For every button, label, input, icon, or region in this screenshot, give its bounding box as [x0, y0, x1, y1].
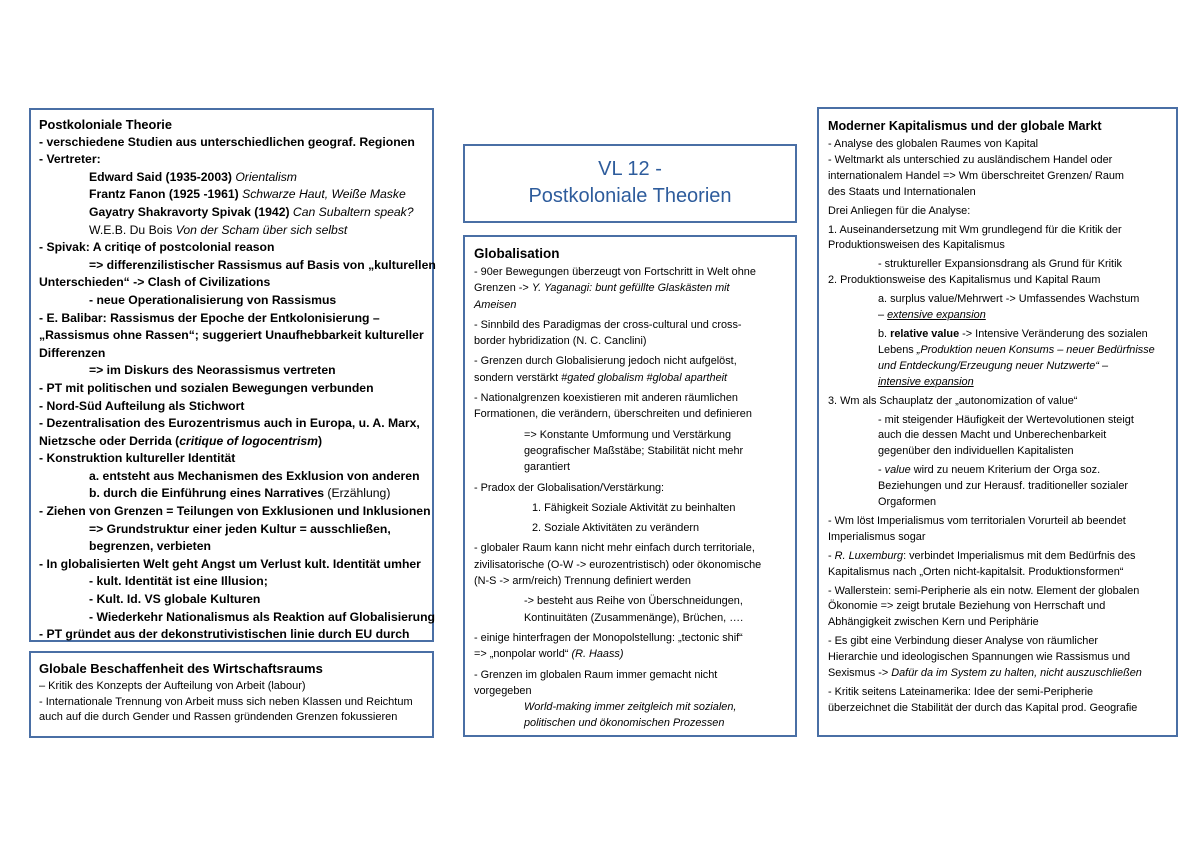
- text-line: [474, 280, 789, 296]
- text-line: Ameisen: [474, 298, 517, 311]
- text-line: - Weltmarkt als unterschied zu ausländischem Handel oder: [828, 153, 1113, 166]
- text-segment: - struktureller Expansionsdrang: [878, 258, 1032, 271]
- text-line: - 90er Bewegungen überzeugt von Fortschritt in Welt ohne: [474, 266, 756, 278]
- text-segment: border hybridization: [474, 335, 573, 348]
- text-segment: –: [878, 309, 888, 322]
- text-segment: value: [884, 464, 911, 477]
- text-segment: als Grund für Kritik: [1031, 258, 1122, 271]
- box-title: Globalisation: [474, 246, 560, 261]
- work-title: Von der Scham über sich selbst: [175, 222, 348, 237]
- text-line: - Dezentralisation des Eurozentrismus auch in Europa, u. A. Marx,: [39, 416, 420, 431]
- lecture-title: Postkoloniale Theorien: [528, 185, 732, 207]
- text-line: - Analyse des globalen Raumes von Kapital: [828, 138, 1039, 150]
- text-line: - Sinnbild des Paradigmas der cross-cultural und cross-: [474, 318, 742, 331]
- text-line: Imperialismus sogar: [828, 530, 926, 543]
- text-line: Kapitalismus nach „Orten nicht-kapitalsit. Produktionsformen“: [828, 565, 1124, 578]
- author: Gayatry Shakravorty Spivak (1942): [89, 204, 293, 219]
- text-segment: : verbindet Imperialismus mit dem Bedürfnis des: [903, 549, 1136, 562]
- text-line: – Kritik des Konzepts der Aufteilung von Arbeit (labour): [39, 680, 306, 692]
- box-title: Postkoloniale Theorie: [39, 117, 172, 132]
- text-line: => Konstante Umformung und Verstärkung: [524, 428, 732, 441]
- text-line: [828, 257, 1170, 273]
- text-segment: Dafür da im System zu halten, nicht auszuschließen: [891, 667, 1142, 680]
- text-segment: sondern verstärkt: [474, 371, 562, 384]
- globalisation-box: [463, 235, 797, 737]
- text-line: - Pradox der Globalisation/Verstärkung:: [474, 481, 665, 494]
- text-line: garantiert: [524, 461, 571, 474]
- text-line: - Es gibt eine Verbindung dieser Analyse von räumlicher: [828, 635, 1098, 648]
- text-line: [474, 370, 789, 386]
- text-line: [39, 433, 426, 451]
- text-line: begrenzen, verbieten: [89, 539, 211, 554]
- text-line: - Nord-Süd Aufteilung als Stichwort: [39, 398, 245, 413]
- work-title: Orientalism: [235, 169, 297, 184]
- text-segment: b. durch die Einführung eines Narratives: [89, 486, 328, 501]
- text-line: - PT mit politischen und sozialen Bewegungen verbunden: [39, 380, 374, 395]
- text-line: [828, 292, 1170, 308]
- text-line: - Wm löst Imperialismus vom territorialen Vorurteil ab beendet: [828, 514, 1126, 527]
- text-line: auch auf die durch Gender und Rassen gründenden Grenzen fokussieren: [39, 711, 398, 723]
- text-segment: Y. Yaganagi: bunt gefüllte Glaskästen mit: [531, 282, 730, 295]
- text-line: - globaler Raum kann nicht mehr einfach durch territoriale,: [474, 542, 755, 555]
- lecture-number: VL 12 -: [598, 158, 662, 180]
- text-line: - Grenzen im globalen Raum immer gemacht nicht: [474, 668, 718, 681]
- text-segment: ): [318, 433, 323, 448]
- text-line: auch die dessen Macht und Unberechenbarkeit: [878, 429, 1107, 442]
- text-segment: Nietzsche oder Derrida (: [39, 433, 180, 448]
- postkoloniale-theorie-box: [29, 108, 434, 642]
- box-title: Moderner Kapitalismus und der globale Markt: [828, 119, 1102, 133]
- text-line: [828, 327, 1170, 343]
- text-line: 1. Auseinandersetzung mit Wm grundlegend für die Kritik der: [828, 223, 1122, 236]
- text-segment: -: [878, 464, 885, 477]
- text-line: - Vertreter:: [39, 152, 101, 167]
- text-line: - neue Operationalisierung von Rassismus: [89, 292, 337, 307]
- text-segment: Grenzen ->: [474, 282, 532, 295]
- work-title: Can Subaltern speak?: [292, 204, 414, 219]
- text-line: [39, 169, 426, 187]
- text-line: [39, 204, 426, 222]
- text-segment: b.: [878, 327, 891, 340]
- text-segment: R. Luxemburg: [834, 549, 904, 562]
- text-segment: surplus value: [890, 293, 955, 306]
- text-segment: Lebens: [878, 343, 917, 356]
- text-segment: (N. C. Canclini): [572, 335, 647, 348]
- text-line: - Spivak: A critiqe of postcolonial reason: [39, 240, 275, 255]
- moderner-kapitalismus-box: [817, 107, 1178, 737]
- text-line: [474, 646, 789, 662]
- text-line: „Rassismus ohne Rassen“; suggeriert Unaufhebbarkeit kultureller: [39, 328, 424, 343]
- text-line: Orgaformen: [878, 496, 937, 509]
- text-segment: #gated globalism #global apartheit: [561, 371, 728, 384]
- text-line: - mit steigender Häufigkeit der Wertevolutionen steigt: [878, 413, 1134, 426]
- text-line: -> besteht aus Reihe von Überschneidungen,: [524, 595, 743, 608]
- text-line: [828, 343, 1170, 359]
- text-line: Formationen, die verändern, überschreiten und definieren: [474, 408, 752, 421]
- text-line: Kontinuitäten (Zusammenänge), Brüchen, ….: [524, 611, 744, 624]
- text-line: (N-S -> arm/reich) Trennung definiert werden: [474, 575, 691, 588]
- text-segment: a.: [878, 293, 891, 306]
- text-line: [39, 186, 426, 204]
- text-segment: -> Intensive Veränderung des sozialen: [959, 327, 1148, 340]
- text-line: - Ziehen von Grenzen = Teilungen von Exklusionen und Inklusionen: [39, 504, 431, 519]
- text-line: intensive expansion: [878, 375, 974, 388]
- lecture-title-box: [463, 144, 797, 223]
- text-line: Produktionsweisen des Kapitalismus: [828, 239, 1005, 252]
- text-line: => im Diskurs des Neorassismus vertreten: [89, 363, 336, 378]
- text-line: [39, 485, 426, 503]
- text-line: 3. Wm als Schauplatz der „autonomization of value“: [828, 394, 1078, 407]
- text-line: internationalem Handel => Wm überschreitet Grenzen/ Raum: [828, 169, 1125, 182]
- text-line: => differenzilistischer Rassismus auf Basis von „kulturellen: [89, 257, 436, 272]
- author: Edward Said (1935-2003): [89, 169, 236, 184]
- text-segment: critique of logocentrism: [179, 433, 319, 448]
- text-line: [828, 463, 1170, 479]
- text-segment: -: [828, 549, 835, 562]
- text-segment: /Mehrwert -> Umfassendes Wachstum: [954, 293, 1140, 306]
- text-line: [39, 222, 426, 240]
- text-line: 1. Fähigkeit Soziale Aktivität zu beinhalten: [532, 501, 736, 514]
- text-line: 2. Soziale Aktivitäten zu verändern: [532, 522, 700, 535]
- text-segment: => „nonpolar world“: [474, 648, 572, 661]
- text-line: - Kritik seitens Lateinamerika: Idee der semi-Peripherie: [828, 686, 1094, 698]
- box-title: Globale Beschaffenheit des Wirtschaftsraums: [39, 661, 323, 676]
- text-line: Beziehungen und zur Herausf. traditioneller sozialer: [878, 480, 1129, 493]
- text-line: [828, 666, 1170, 682]
- text-line: überzeichnet die Stabilität der durch das Kapital prod. Geografie: [828, 701, 1138, 714]
- text-segment: (R. Haass): [571, 648, 624, 661]
- text-line: Unterschieden“ -> Clash of Civilizations: [39, 275, 271, 290]
- text-line: - In globalisierten Welt geht Angst um Verlust kult. Identität umher: [39, 556, 421, 571]
- text-line: - Wiederkehr Nationalismus als Reaktion auf Globalisierung: [89, 609, 435, 624]
- work-title: Schwarze Haut, Weiße Maske: [242, 187, 406, 202]
- text-line: Drei Anliegen für die Analyse:: [828, 204, 971, 217]
- text-line: - Konstruktion kultureller Identität: [39, 451, 236, 466]
- text-segment: (Erzählung): [327, 486, 391, 501]
- globale-beschaffenheit-box: [29, 651, 434, 738]
- text-line: [828, 308, 1170, 324]
- text-line: - E. Balibar: Rassismus der Epoche der Entkolonisierung –: [39, 310, 380, 325]
- text-line: [828, 549, 1170, 565]
- text-line: - Grenzen durch Globalisierung jedoch nicht aufgelöst,: [474, 355, 737, 368]
- text-line: Ökonomie => zeigt brutale Beziehung von Herrschaft und: [828, 600, 1106, 613]
- text-segment: Sexismus ->: [828, 667, 892, 680]
- text-line: gegenüber den individuellen Kapitalisten: [878, 445, 1074, 458]
- text-segment: extensive expansion: [887, 309, 986, 322]
- text-line: => Grundstruktur einer jeden Kultur = ausschließen,: [89, 521, 391, 536]
- text-line: Abhängigkeit zwischen Kern und Periphärie: [828, 616, 1039, 629]
- text-line: World-making immer zeitgleich mit sozialen,: [524, 701, 737, 714]
- text-segment: relative value: [890, 327, 960, 340]
- text-line: a. entsteht aus Mechanismen des Exklusion von anderen: [89, 468, 420, 483]
- text-line: [474, 333, 789, 349]
- text-line: - PT gründet aus der dekonstrutivistischen linie durch EU durch: [39, 627, 410, 642]
- text-line: - Kult. Id. VS globale Kulturen: [89, 592, 261, 607]
- author: W.E.B. Du Bois: [89, 222, 176, 237]
- text-line: - einige hinterfragen der Monopolstellung: „tectonic shif“: [474, 631, 743, 644]
- text-line: und Entdeckung/Erzeugung neuer Nutzwerte“ –: [878, 359, 1109, 372]
- text-line: geografischer Maßstäbe; Stabilität nicht mehr: [524, 444, 744, 457]
- text-line: - Nationalgrenzen koexistieren mit anderen räumlichen: [474, 392, 738, 405]
- author: Frantz Fanon (1925 -1961): [89, 187, 243, 202]
- text-line: - verschiedene Studien aus unterschiedlichen geograf. Regionen: [39, 134, 415, 149]
- text-line: 2. Produktionsweise des Kapitalismus und Kapital Raum: [828, 274, 1101, 287]
- text-line: - kult. Identität ist eine Illusion;: [89, 574, 268, 589]
- text-line: vorgegeben: [474, 684, 532, 697]
- text-line: - Internationale Trennung von Arbeit muss sich neben Klassen und Reichtum: [39, 695, 413, 708]
- text-line: des Staats und Internationalen: [828, 185, 976, 198]
- text-segment: „Produktion neuen Konsums – neuer Bedürfnisse: [916, 343, 1155, 356]
- text-line: Differenzen: [39, 345, 106, 360]
- text-line: politischen und ökonomischen Prozessen: [524, 717, 725, 730]
- text-segment: wird zu neuem Kriterium der Orga soz.: [910, 464, 1101, 477]
- text-line: - Wallerstein: semi-Peripherie als ein notw. Element der globalen: [828, 584, 1140, 597]
- text-line: zivilisatorische (O-W -> eurozentristisch) oder ökonomische: [474, 558, 762, 571]
- text-line: Hierarchie und ideologischen Spannungen wie Rassismus und: [828, 651, 1131, 664]
